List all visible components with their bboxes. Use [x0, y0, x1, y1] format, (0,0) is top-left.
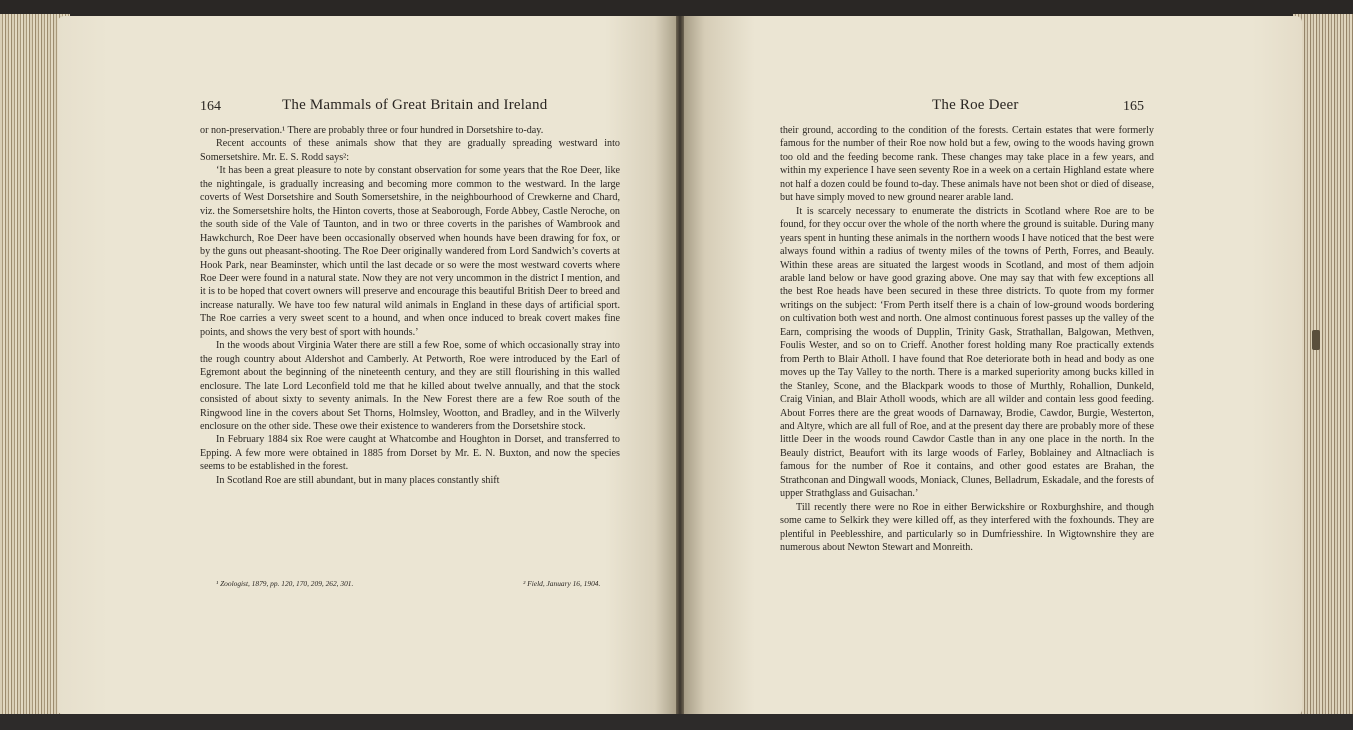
paragraph: In Scotland Roe are still abundant, but in many places constantly shift: [216, 474, 500, 486]
footnote: ¹ Zoologist, 1879, pp. 120, 170, 209, 262, 301.: [216, 579, 354, 588]
footnote: ² Field, January 16, 1904.: [523, 579, 601, 588]
paragraph: or non-preservation.¹ There are probably three or four hundred in Dorsetshire to-day.: [200, 125, 544, 136]
paragraph: In February 1884 six Roe were caught at Whatcombe and Houghton in Dorset, and transferred to Epping. A few more were obtained in 1885 from Dorset by Mr. E. N. Buxton, and now the species seems to be established in the forest.: [200, 434, 620, 473]
left-running-head: The Mammals of Great Britain and Ireland: [282, 97, 548, 113]
right-page-body: [780, 124, 1154, 555]
page-marker-tab: [1312, 330, 1320, 350]
right-page-number: 165: [1123, 99, 1144, 114]
paragraph: Till recently there were no Roe in either Berwickshire or Roxburghshire, and though some came to Selkirk they were killed off, as they interfered with the foxhounds. They are plentiful in Peeblesshire, and particularly so in Dumfriesshire. In Wigtownshire they are numerous about Newton Stewart and Monreith.: [780, 501, 1154, 554]
book-gutter: [676, 16, 684, 714]
left-page-body: [200, 124, 620, 487]
left-page-number: 164: [200, 99, 221, 114]
right-running-head: The Roe Deer: [932, 97, 1019, 113]
paragraph: ‘It has been a great pleasure to note by constant observation for some years that the Roe Deer, like the nightingale, is gradually increasing and becoming more common to the westward. In the large coverts of West Dorsetshire and South Somersetshire, in the neighbourhood of Crewkerne and Chard, viz. the Somersetshire holts, the Hinton coverts, those at Seaborough, Forde Abbey, Castle Neroche, on the south side of the Vale of Taunton, and in two or three coverts in the parishes of Wambrook and Hawkchurch, Roe Deer have been occasionally observed when hounds have been drawing for fox, or by the guns out pheasant-shooting. The Roe Deer originally wandered from Lord Sandwich’s coverts at Hook Park, near Beaminster, which until the last decade or so were the most westward coverts where Roe Deer were found in a natural state. Now they are not very uncommon in the district I mention, and it is to be hoped that covert owners will preserve and encourage this beautiful British Deer to breed and increase naturally. We have too few natural wild animals in England in these days of artificial sport. The Roe carries a very sweet scent to a hound, and when once induced to break covert makes fine points, and shows the very best of sport with hounds.’: [200, 165, 620, 338]
paragraph: their ground, according to the condition of the forests. Certain estates that were formerly famous for the number of their Roe now hold but a few, owing to the woods having grown too old and the feeding become rank. These changes may take place in a few years, and within my experience I have seen seventy Roe in a week on a certain Highland estate where not half a dozen could be found to-day. These animals have not been shot or died of disease, but have simply moved to new ground nearer arable land.: [780, 125, 1154, 204]
paragraph: Recent accounts of these animals show that they are gradually spreading westward into Somersetshire. Mr. E. S. Rodd says²:: [200, 138, 620, 163]
right-page-edges: [1293, 14, 1353, 714]
paragraph: It is scarcely necessary to enumerate the districts in Scotland where Roe are to be found, for they occur over the whole of the north where the ground is suitable. During many years spent in hunting these animals in the northern woods I have noticed that the best were always found within a radius of twenty miles of the towns of Perth, Forres, and Beauly. Within these areas are situated the largest woods in Scotland, and most of them adjoin arable land below or have good grazing above. One may say that with few exceptions all the best Roe heads have been secured in these three districts. To quote from my former writings on the subject: ‘From Perth itself there is a chain of low-ground woods bordering on cultivation both west and north. One almost continuous forest passes up the valley of the Earn, comprising the woods of Dupplin, Trinity Gask, Strathallan, Balgowan, Methven, Foulis Wester, and so on to Crieff. Another forest holding many Roe practically extends from Perth to Blair Atholl. I have found that Roe deteriorate both in head and body as one moves up the Tay Valley to the north. There is a marked superiority among bucks killed in the Stanley, Scone, and the Blackpark woods to those of Murthly, Rohallion, Dunkeld, Craig Vinian, and Blair Atholl woods, which are all wilder and contain less good feeding. About Forres there are the great woods of Darnaway, Brodie, Cawdor, Burgie, Westerton, and Altyre, which are all full of Roe, and at the present day there are probably more of these little Deer in the woods round Cawdor Castle than in any one place in the north. In the Beauly district, Beaufort with its large woods of Farley, Boblainey and Altnacliach is famous for the number of Roe it contains, and other good estates are Brahan, the Strathconan and Dingwall woods, Moniack, Clunes, Belladrum, Eskadale, and the forests of upper Strathglass and Guisachan.’: [780, 205, 1154, 500]
left-footnotes: [216, 579, 600, 588]
paragraph: In the woods about Virginia Water there are still a few Roe, some of which occasionally stray into the rough country about Aldershot and Camberly. At Petworth, Roe were introduced by the Earl of Egremont about the beginning of the nineteenth century, and they are still flourishing in this walled enclosure. The late Lord Leconfield told me that he killed about twelve annually, and that the stock consisted of about sixty to seventy animals. In the New Forest there are a few Roe south of the Ringwood line in the covers about Set Thorns, Holmsley, Wootton, and Bradley, and in the Wilverly enclosure on the other side. These owe their existence to wanderers from the Dorsetshire stock.: [200, 340, 620, 432]
